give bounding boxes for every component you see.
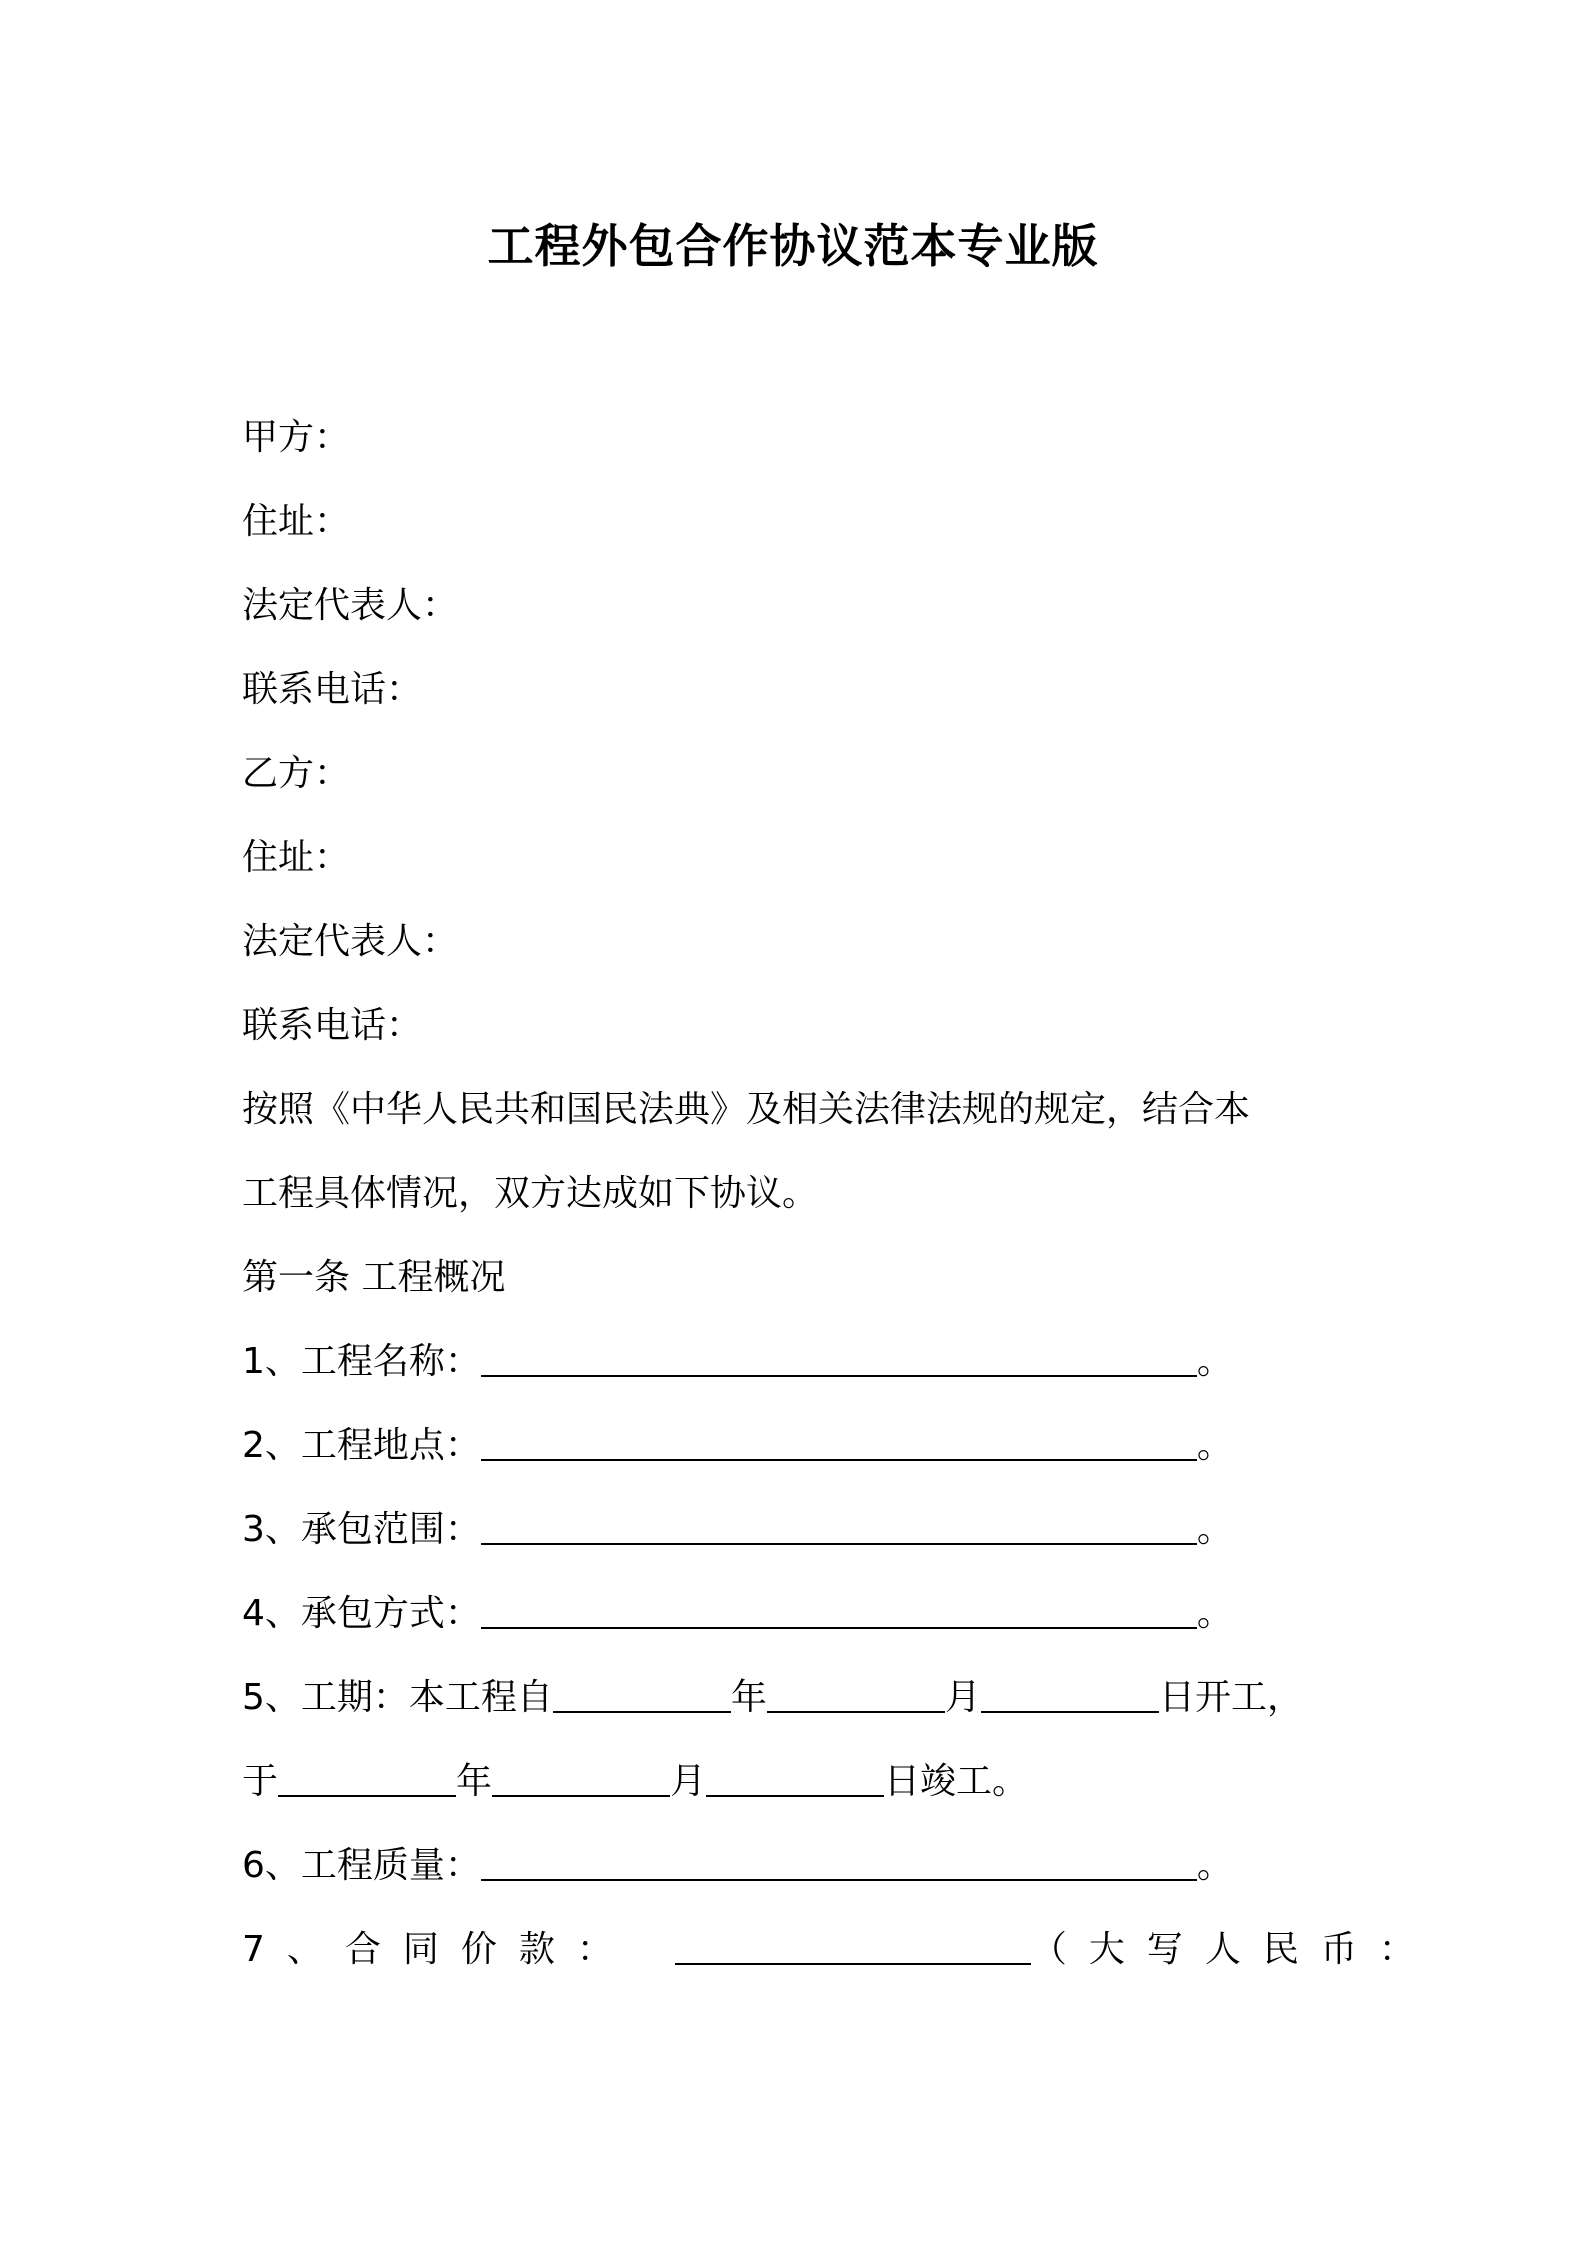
item-contract-method xyxy=(242,1590,1233,1638)
item-label: 4、承包方式： xyxy=(242,1593,481,1634)
item-project-location xyxy=(242,1422,1233,1470)
item-project-quality xyxy=(242,1842,1233,1890)
fill-blank xyxy=(481,1339,1197,1377)
item-label: 3、承包范围： xyxy=(242,1509,481,1550)
item-label: 6、工程质量： xyxy=(242,1845,481,1886)
period-month: 月 xyxy=(670,1761,707,1802)
item-project-name xyxy=(242,1338,1233,1386)
fill-blank xyxy=(481,1507,1197,1545)
item-period-start xyxy=(242,1674,1303,1722)
party-b-address-label: 住址： xyxy=(242,837,351,878)
document-title: 工程外包合作协议范本专业版 xyxy=(487,219,1099,273)
party-b-phone-label: 联系电话： xyxy=(242,1005,423,1046)
period-year: 年 xyxy=(456,1761,493,1802)
period-day-start: 日开工， xyxy=(1158,1677,1303,1718)
preamble-line-1: 按照《中华人民共和国民法典》及相关法律法规的规定，结合本 xyxy=(242,1089,1251,1130)
party-a-representative-label: 法定代表人： xyxy=(242,585,459,626)
article-1-heading: 第一条 工程概况 xyxy=(242,1257,506,1298)
fill-blank xyxy=(767,1675,945,1713)
fill-blank xyxy=(278,1759,456,1797)
item-label: 2、工程地点： xyxy=(242,1425,481,1466)
item-end: 。 xyxy=(1196,1593,1233,1634)
item-end: 。 xyxy=(1196,1341,1233,1382)
price-label: 7、合同价款： xyxy=(242,1929,635,1970)
period-prefix: 5、工期：本工程自 xyxy=(242,1677,553,1718)
fill-blank xyxy=(481,1423,1197,1461)
party-a-phone-label: 联系电话： xyxy=(242,669,423,710)
fill-blank xyxy=(492,1759,670,1797)
preamble-line-2: 工程具体情况，双方达成如下协议。 xyxy=(242,1173,819,1214)
party-b-representative-label: 法定代表人： xyxy=(242,921,459,962)
fill-blank xyxy=(706,1759,884,1797)
item-end: 。 xyxy=(1196,1845,1233,1886)
party-b-label: 乙方： xyxy=(242,753,351,794)
item-contract-scope xyxy=(242,1506,1233,1554)
party-a-address-label: 住址： xyxy=(242,501,351,542)
item-period-end xyxy=(242,1758,1028,1806)
fill-blank xyxy=(675,1927,1031,1965)
period-year: 年 xyxy=(730,1677,767,1718)
party-a-label: 甲方： xyxy=(242,417,351,458)
period-day-end: 日竣工。 xyxy=(884,1761,1029,1802)
price-suffix: （大写人民币： xyxy=(1030,1929,1437,1970)
fill-blank xyxy=(481,1843,1197,1881)
item-end: 。 xyxy=(1196,1425,1233,1466)
item-contract-price xyxy=(242,1926,1437,1974)
item-label: 1、工程名称： xyxy=(242,1341,481,1382)
item-end: 。 xyxy=(1196,1509,1233,1550)
period-month: 月 xyxy=(944,1677,981,1718)
fill-blank xyxy=(481,1591,1197,1629)
period-prefix-2: 于 xyxy=(242,1761,279,1802)
fill-blank xyxy=(981,1675,1159,1713)
fill-blank xyxy=(553,1675,731,1713)
